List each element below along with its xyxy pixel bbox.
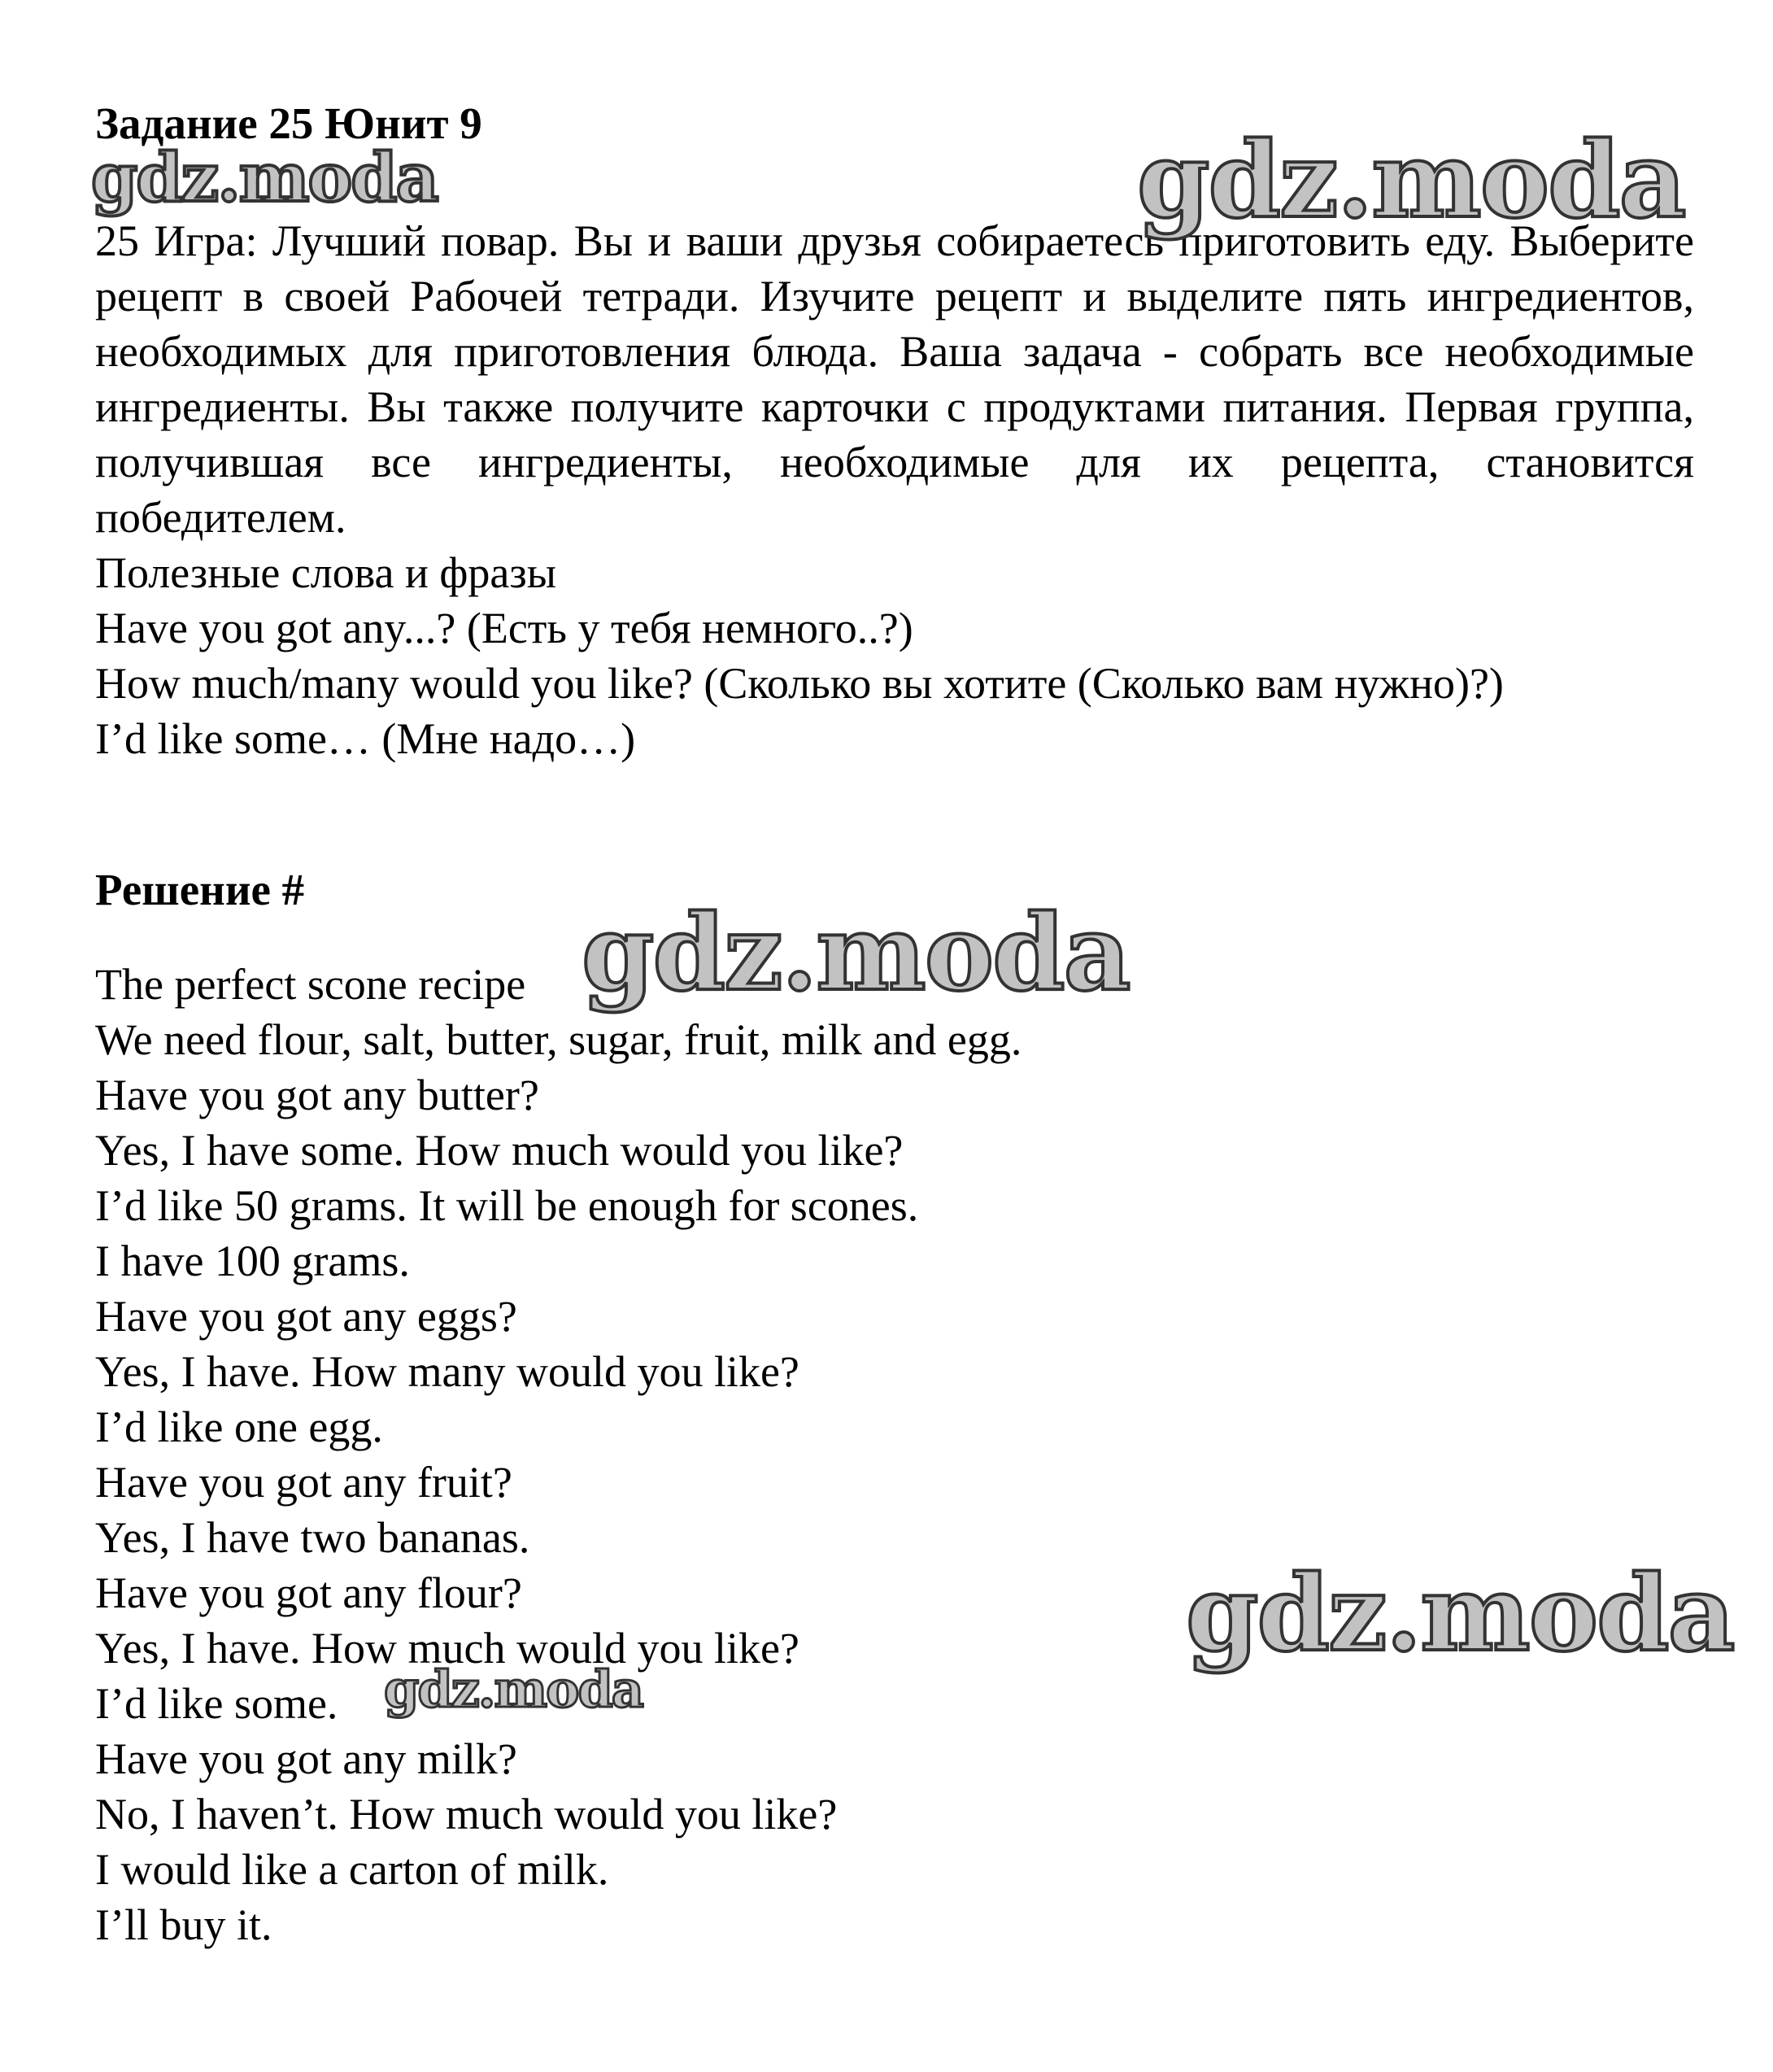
useful-phrases: [95, 545, 1504, 766]
dialog-line: Yes, I have. How many would you like?: [95, 1347, 799, 1396]
dialog-line: We need flour, salt, butter, sugar, fruit, milk and egg.: [95, 1015, 1022, 1064]
dialog-line: I’d like some.: [95, 1679, 338, 1728]
watermark: gdz.moda: [91, 139, 438, 217]
dialog-line: Have you got any flour?: [95, 1568, 522, 1617]
dialog-line: Yes, I have. How much would you like?: [95, 1624, 799, 1673]
phrases-heading: Полезные слова и фразы: [95, 548, 556, 597]
watermark: gdz.moda: [384, 1660, 643, 1719]
solution-dialog: [95, 957, 1022, 1952]
dialog-line: No, I haven’t. How much would you like?: [95, 1790, 838, 1839]
phrase-item: I’d like some… (Мне надо…): [95, 714, 636, 763]
dialog-line: The perfect scone recipe: [95, 960, 526, 1009]
watermark: gdz.moda: [1137, 120, 1685, 242]
dialog-line: Yes, I have two bananas.: [95, 1513, 530, 1562]
dialog-line: Yes, I have some. How much would you like?: [95, 1126, 904, 1175]
task-text: 25 Игра: Лучший повар. Вы и ваши друзья собираетесь приготовить еду. Выберите рецепт в своей Рабочей тетради. Изучите рецепт и выделите пять ингредиентов, необходимых для приготовления блюда. Ваша задача - собрать все необходимые ингредиенты. Вы также получите карточки с продуктами питания. Первая группа, получившая все ингредиенты, необходимые для их рецепта, становится победителем.: [95, 216, 1694, 542]
solution-title: Решение #: [95, 865, 305, 914]
phrase-item: How much/many would you like? (Сколько вы хотите (Сколько вам нужно)?): [95, 659, 1504, 708]
page-title: Задание 25 Юнит 9: [95, 98, 482, 148]
dialog-line: I have 100 grams.: [95, 1237, 410, 1285]
phrase-item: Have you got any...? (Есть у тебя немного..?): [95, 604, 913, 652]
dialog-line: Have you got any fruit?: [95, 1458, 512, 1507]
dialog-line: Have you got any eggs?: [95, 1292, 517, 1341]
watermark: gdz.moda: [582, 892, 1130, 1014]
dialog-line: I’d like one egg.: [95, 1402, 383, 1451]
dialog-line: I would like a carton of milk.: [95, 1845, 609, 1894]
dialog-line: I’ll buy it.: [95, 1900, 272, 1949]
watermark: gdz.moda: [1186, 1553, 1734, 1675]
dialog-line: I’d like 50 grams. It will be enough for scones.: [95, 1181, 919, 1230]
dialog-line: Have you got any milk?: [95, 1734, 517, 1783]
dialog-line: Have you got any butter?: [95, 1071, 539, 1119]
